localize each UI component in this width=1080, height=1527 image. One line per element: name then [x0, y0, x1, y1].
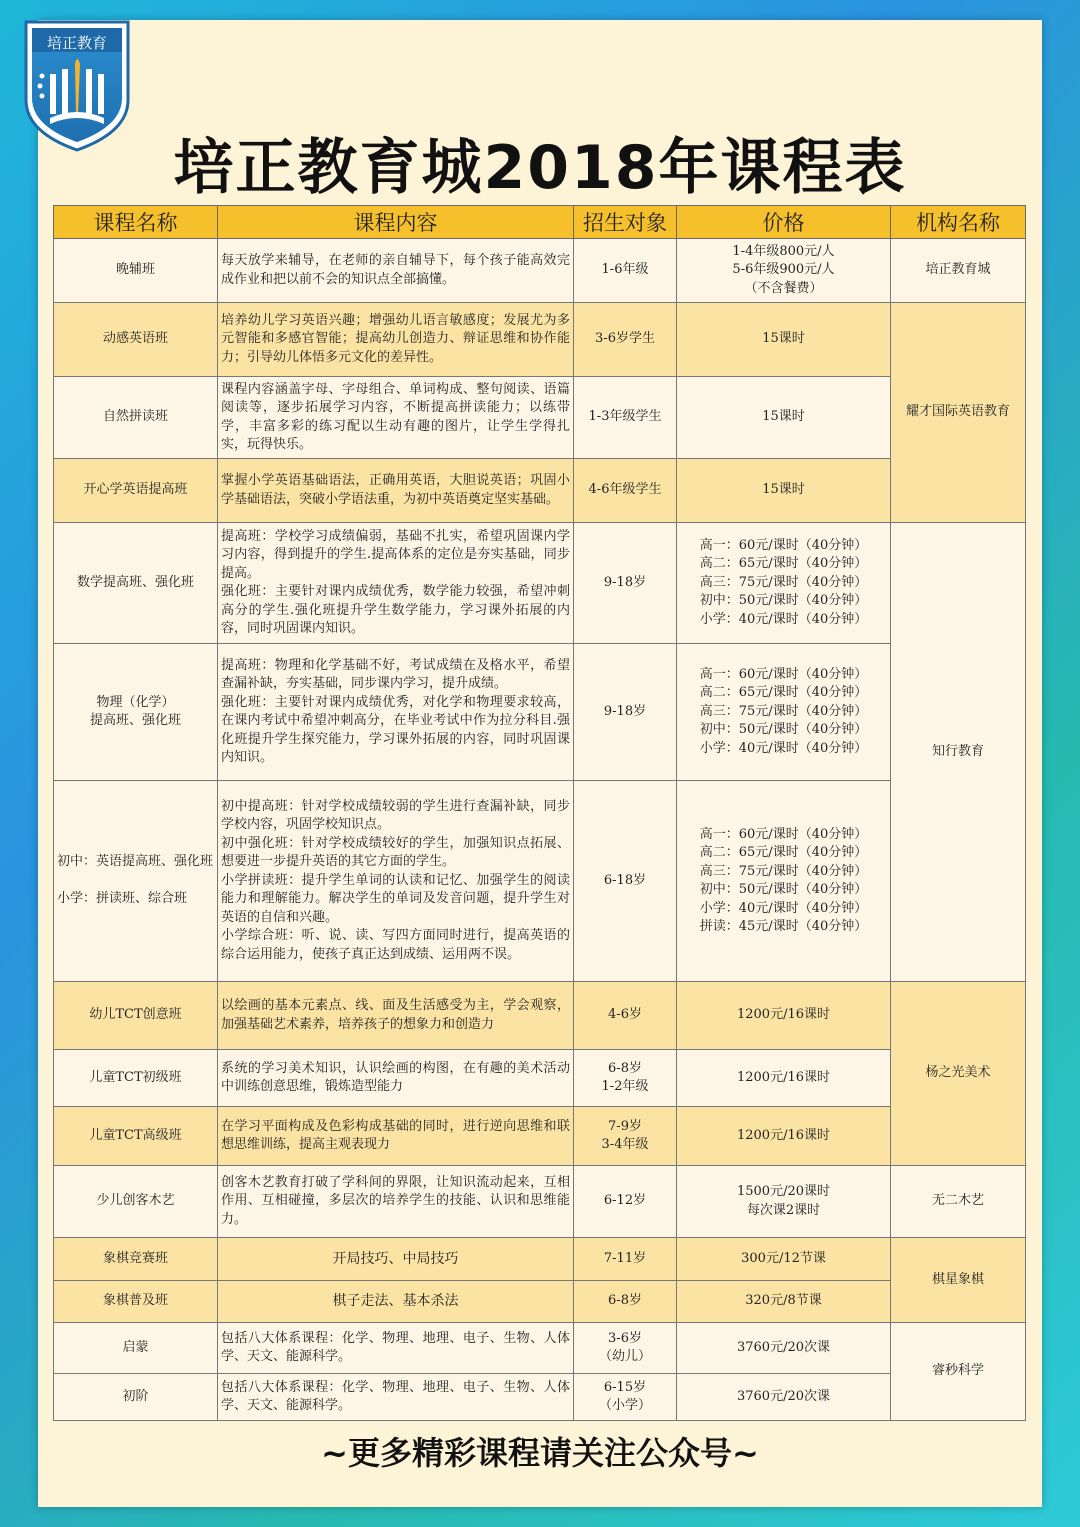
price-cell: [677, 1281, 891, 1323]
text-line: 提高班：学校学习成绩偏弱，基础不扎实，希望巩固课内学习内容，得到提升的学生.提高体系的定位是夯实基础，同步提高。: [221, 528, 570, 581]
course-content-cell: [218, 1374, 574, 1421]
table-row: [54, 377, 1026, 459]
text-line: 300元/12节课: [741, 1250, 826, 1266]
text-line: （不含餐费）: [744, 280, 823, 296]
text-line: 小学：40元/课时（40分钟）: [699, 740, 868, 756]
table-header-row: [54, 206, 1026, 239]
table-row: [54, 982, 1026, 1050]
course-name-cell: [54, 1374, 218, 1421]
target-cell: [574, 1281, 677, 1323]
text-line: 儿童TCT初级班: [89, 1069, 182, 1085]
text-line: 3760元/20次课: [736, 1339, 830, 1355]
target-cell: [574, 1374, 677, 1421]
text-line: 数学提高班、强化班: [76, 574, 194, 590]
text-line: 15课时: [762, 482, 805, 498]
target-cell: [574, 1050, 677, 1107]
logo-text: 培正教育: [46, 34, 108, 52]
target-cell: [574, 1107, 677, 1166]
course-name-cell: [54, 1107, 218, 1166]
text-line: 4-6年级学生: [588, 482, 662, 498]
text-line: 初中：50元/课时（40分钟）: [699, 593, 868, 609]
text-line: 开心学英语提高班: [83, 482, 188, 498]
course-name-cell: [54, 781, 218, 982]
text-line: 初中：50元/课时（40分钟）: [699, 722, 868, 738]
text-line: 创客木艺教育打破了学科间的界限，让知识流动起来，互相作用、互相碰撞，多层次的培养学生的技能、认识和思维能力。: [221, 1174, 570, 1227]
text-line: 3760元/20次课: [736, 1388, 830, 1404]
course-name-cell: [54, 982, 218, 1050]
text-line: 高二：65元/课时（40分钟）: [699, 556, 868, 572]
text-line: 象棋竞赛班: [102, 1250, 168, 1266]
header-course-name: 课程名称: [54, 206, 218, 239]
text-line: 掌握小学英语基础语法，正确用英语，大胆说英语；巩固小学基础语法，突破小学语法重，为初中英语奠定坚实基础。: [221, 473, 570, 507]
course-content-cell: [218, 781, 574, 982]
text-line: 6-12岁: [603, 1193, 647, 1209]
text-line: 强化班：主要针对课内成绩优秀，对化学和物理要求较高，在课内考试中希望冲刺高分，在毕业考试中作为拉分科目.强化班提升学生探究能力，学习课外拓展的内容，同时巩固课内知识。: [221, 694, 570, 765]
target-cell: [574, 303, 677, 377]
course-content-cell: [218, 982, 574, 1050]
text-line: 5-6年级900元/人: [732, 262, 835, 278]
course-name-cell: [54, 303, 218, 377]
price-cell: [677, 644, 891, 781]
text-line: 物理（化学）: [96, 694, 175, 710]
text-line: 初中：50元/课时（40分钟）: [699, 882, 868, 897]
table-row: [54, 644, 1026, 781]
text-line: 包括八大体系课程：化学、物理、地理、电子、生物、人体学、天文、能源科学。: [221, 1379, 570, 1413]
header-target: 招生对象: [574, 206, 677, 239]
price-cell: [677, 523, 891, 644]
text-line: 开局技巧、中局技巧: [332, 1250, 459, 1267]
price-cell: [677, 239, 891, 303]
text-line: 动感英语班: [102, 331, 168, 347]
text-line: 3-4年级: [601, 1137, 649, 1152]
text-line: 提高班：物理和化学基础不好，考试成绩在及格水平，希望查漏补缺，夯实基础，同步课内学习，提升成绩。: [221, 657, 570, 691]
organization-cell: 睿秒科学: [891, 1323, 1026, 1421]
course-name-cell: [54, 1166, 218, 1238]
course-name-cell: [54, 1238, 218, 1281]
price-cell: [677, 459, 891, 523]
target-cell: [574, 644, 677, 781]
text-line: 1-3年级学生: [588, 409, 662, 425]
text-line: 1200元/16课时: [736, 1069, 830, 1085]
header-course-content: 课程内容: [218, 206, 574, 239]
table-row: [54, 1281, 1026, 1323]
course-schedule-table: [53, 205, 1026, 1421]
table-row: [54, 1323, 1026, 1374]
course-content-cell: [218, 303, 574, 377]
target-cell: [574, 781, 677, 982]
text-line: 小学：40元/课时（40分钟）: [699, 900, 868, 916]
text-line: 6-8岁: [608, 1060, 642, 1076]
price-cell: [677, 1166, 891, 1238]
organization-cell: 耀才国际英语教育: [891, 303, 1026, 523]
text-line: 高一：60元/课时（40分钟）: [699, 537, 868, 553]
course-name-cell: [54, 1281, 218, 1323]
text-line: 初中：英语提高班、强化班: [57, 854, 214, 870]
text-line: （小学）: [598, 1398, 651, 1413]
course-name-cell: [54, 644, 218, 781]
price-cell: [677, 303, 891, 377]
text-line: 课程内容涵盖字母、字母组合、单词构成、整句阅读、语篇阅读等，逐步拓展学习内容，不断提高拼读能力；以练带学，丰富多彩的练习配以生动有趣的图片，让学生学得扎实，玩得快乐。: [221, 381, 570, 452]
course-content-cell: [218, 1166, 574, 1238]
target-cell: [574, 377, 677, 459]
course-content-cell: [218, 644, 574, 781]
text-line: 9-18岁: [603, 703, 647, 719]
course-content-cell: [218, 523, 574, 644]
text-line: 每次课2课时: [746, 1202, 821, 1218]
price-cell: [677, 1238, 891, 1281]
text-line: 1500元/20课时: [736, 1184, 830, 1199]
text-line: 小学：拼读班、综合班: [57, 891, 188, 907]
text-line: 9-18岁: [603, 574, 647, 590]
course-name-cell: [54, 239, 218, 303]
footer-note: ~更多精彩课程请关注公众号~: [321, 1434, 759, 1472]
course-content-cell: [218, 1323, 574, 1374]
table-row: [54, 303, 1026, 377]
text-line: 15课时: [762, 331, 805, 347]
text-line: 高二：65元/课时（40分钟）: [699, 845, 868, 860]
text-line: 小学拼读班：提升学生单词的认读和记忆、加强学生的阅读能力和理解能力。解决学生的单词及发音问题，提升学生对英语的自信和兴趣。: [221, 872, 570, 925]
text-line: 3-6岁: [608, 1330, 642, 1346]
target-cell: [574, 1166, 677, 1238]
table-row: [54, 1166, 1026, 1238]
price-cell: [677, 377, 891, 459]
organization-cell: 知行教育: [891, 523, 1026, 982]
text-line: （幼儿）: [598, 1349, 651, 1364]
text-line: 以绘画的基本元素点、线、面及生活感受为主，学会观察，加强基础艺术素养，培养孩子的想象力和创造力: [221, 998, 570, 1032]
price-cell: [677, 1107, 891, 1166]
text-line: 启蒙: [122, 1339, 149, 1355]
text-line: 晚辅班: [115, 262, 155, 278]
header-price: 价格: [677, 206, 891, 239]
course-content-cell: [218, 1050, 574, 1107]
text-line: 1-4年级800元/人: [732, 243, 835, 259]
organization-cell: 杨之光美术: [891, 982, 1026, 1166]
text-line: 提高班、强化班: [89, 713, 181, 728]
course-name-cell: [54, 377, 218, 459]
target-cell: [574, 982, 677, 1050]
text-line: 象棋普及班: [102, 1293, 168, 1309]
table-row: [54, 1238, 1026, 1281]
table-row: [54, 1107, 1026, 1166]
course-content-cell: [218, 1238, 574, 1281]
course-content-cell: [218, 459, 574, 523]
text-line: 棋子走法、基本杀法: [332, 1293, 459, 1310]
text-line: 初阶: [122, 1388, 149, 1404]
course-content-cell: [218, 377, 574, 459]
course-content-cell: [218, 239, 574, 303]
text-line: 高一：60元/课时（40分钟）: [699, 666, 868, 682]
text-line: 高一：60元/课时（40分钟）: [699, 826, 868, 842]
text-line: 每天放学来辅导，在老师的亲自辅导下，每个孩子能高效完成作业和把以前不会的知识点全部搞懂。: [221, 253, 570, 287]
text-line: 高二：65元/课时（40分钟）: [699, 685, 868, 701]
text-line: 系统的学习美术知识，认识绘画的构图，在有趣的美术活动中训练创意思维，锻炼造型能力: [221, 1060, 570, 1094]
text-line: 1200元/16课时: [736, 1127, 830, 1143]
text-line: 7-11岁: [603, 1250, 647, 1266]
text-line: 在学习平面构成及色彩构成基础的同时，进行逆向思维和联想思维训练，提高主观表现力: [221, 1118, 570, 1152]
course-content-cell: [218, 1107, 574, 1166]
text-line: 初中强化班：针对学校成绩较好的学生，加强知识点拓展、想要进一步提升英语的其它方面的学生。: [221, 835, 570, 870]
target-cell: [574, 239, 677, 303]
course-name-cell: [54, 523, 218, 644]
price-cell: [677, 982, 891, 1050]
text-line: 培养幼儿学习英语兴趣；增强幼儿语言敏感度；发展尤为多元智能和多感官智能；提高幼儿创造力、辩证思维和协作能力；引导幼儿体悟多元文化的差异性。: [221, 312, 570, 365]
text-line: 1-2年级: [601, 1079, 649, 1094]
table-row: [54, 1050, 1026, 1107]
price-cell: [677, 1323, 891, 1374]
table-row: [54, 239, 1026, 303]
target-cell: [574, 1323, 677, 1374]
text-line: 幼儿TCT创意班: [89, 1007, 182, 1023]
text-line: 6-18岁: [603, 872, 647, 888]
text-line: 少儿创客木艺: [96, 1193, 175, 1209]
text-line: 7-9岁: [608, 1118, 642, 1134]
organization-cell: 棋星象棋: [891, 1238, 1026, 1323]
text-line: [57, 872, 214, 891]
text-line: 高三：75元/课时（40分钟）: [699, 863, 868, 879]
text-line: 高三：75元/课时（40分钟）: [699, 703, 868, 719]
text-line: 小学综合班：听、说、读、写四方面同时进行，提高英语的综合运用能力，使孩子真正达到成绩、运用两不误。: [221, 928, 570, 962]
text-line: 6-8岁: [608, 1293, 642, 1309]
text-line: 拼读：45元/课时（40分钟）: [699, 919, 868, 934]
page-title: 培正教育城2018年课程表: [173, 133, 907, 203]
text-line: 小学：40元/课时（40分钟）: [699, 611, 868, 627]
organization-cell: 培正教育城: [891, 239, 1026, 303]
text-line: 4-6岁: [608, 1007, 642, 1023]
text-line: 15课时: [762, 409, 805, 425]
target-cell: [574, 523, 677, 644]
organization-cell: 无二木艺: [891, 1166, 1026, 1238]
course-name-cell: [54, 1050, 218, 1107]
table-row: [54, 781, 1026, 982]
text-line: 320元/8节课: [745, 1293, 822, 1309]
text-line: 包括八大体系课程：化学、物理、地理、电子、生物、人体学、天文、能源科学。: [221, 1330, 570, 1364]
target-cell: [574, 1238, 677, 1281]
text-line: 3-6岁学生: [595, 331, 655, 347]
text-line: 强化班：主要针对课内成绩优秀，数学能力较强，希望冲刺高分的学生.强化班提升学生数学能力，学习课外拓展的内容，同时巩固课内知识。: [221, 584, 570, 636]
target-cell: [574, 459, 677, 523]
header-organization: 机构名称: [891, 206, 1026, 239]
text-line: 1-6年级: [601, 262, 649, 278]
text-line: 高三：75元/课时（40分钟）: [699, 574, 868, 590]
price-cell: [677, 1374, 891, 1421]
course-name-cell: [54, 1323, 218, 1374]
table-row: [54, 459, 1026, 523]
text-line: 初中提高班：针对学校成绩较弱的学生进行查漏补缺，同步学校内容，巩固学校知识点。: [221, 798, 570, 833]
course-content-cell: [218, 1281, 574, 1323]
price-cell: [677, 1050, 891, 1107]
table-row: [54, 1374, 1026, 1421]
text-line: 自然拼读班: [102, 409, 168, 425]
text-line: 1200元/16课时: [736, 1007, 830, 1023]
course-name-cell: [54, 459, 218, 523]
text-line: 儿童TCT高级班: [89, 1127, 182, 1143]
price-cell: [677, 781, 891, 982]
text-line: 6-15岁: [603, 1379, 647, 1395]
table-row: [54, 523, 1026, 644]
